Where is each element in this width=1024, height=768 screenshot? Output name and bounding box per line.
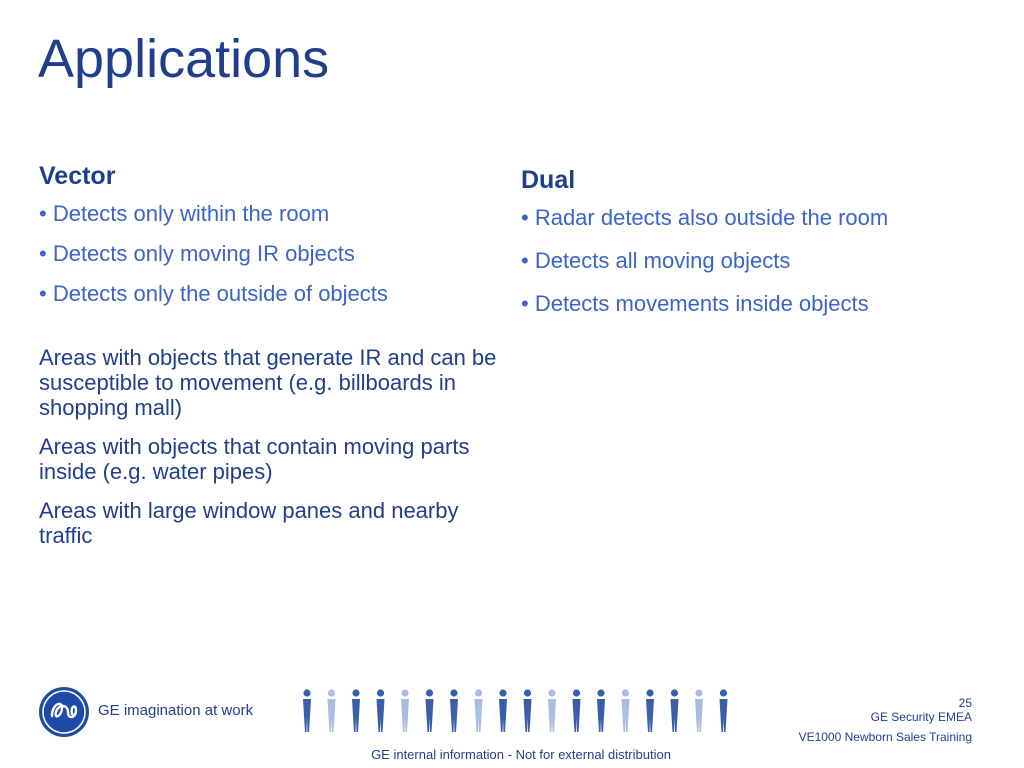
vector-column	[39, 162, 509, 562]
dual-bullet: • Detects all moving objects	[521, 248, 791, 273]
footer-tagline: GE imagination at work	[98, 702, 254, 719]
dual-bullets	[521, 205, 1001, 317]
dual-bullet: • Radar detects also outside the room	[521, 205, 889, 230]
vector-area-item: Areas with objects that generate IR and can be susceptible to movement (e.g. billboards in shopping mall)	[39, 345, 497, 420]
person-silhouette-icon	[401, 689, 409, 732]
vector-area-item: Areas with large window panes and nearby traffic	[39, 498, 459, 548]
dual-column	[521, 166, 1001, 334]
people-silhouettes-banner	[296, 688, 736, 734]
ge-monogram-logo	[38, 686, 90, 738]
person-silhouette-icon	[597, 689, 605, 732]
vector-areas	[39, 345, 509, 548]
person-silhouette-icon	[450, 689, 458, 732]
person-silhouette-icon	[622, 689, 630, 732]
person-silhouette-icon	[646, 689, 654, 732]
person-silhouette-icon	[695, 689, 703, 732]
person-silhouette-icon	[377, 689, 385, 732]
person-silhouette-icon	[352, 689, 360, 732]
person-silhouette-icon	[720, 689, 728, 732]
person-silhouette-icon	[475, 689, 483, 732]
vector-area-item: Areas with objects that contain moving parts inside (e.g. water pipes)	[39, 434, 470, 484]
footer-course: VE1000 Newborn Sales Training	[798, 730, 972, 744]
person-silhouette-icon	[499, 689, 507, 732]
slide-title: Applications	[38, 29, 330, 89]
person-silhouette-icon	[671, 689, 679, 732]
person-silhouette-icon	[328, 689, 336, 732]
vector-heading: Vector	[39, 162, 116, 190]
dual-heading: Dual	[521, 166, 576, 194]
vector-bullet: • Detects only moving IR objects	[39, 241, 355, 266]
vector-bullets	[39, 201, 509, 307]
vector-bullet: • Detects only within the room	[39, 201, 330, 226]
person-silhouette-icon	[524, 689, 532, 732]
page-number: 25	[958, 696, 972, 710]
footer-organization: GE Security EMEA	[870, 710, 972, 724]
person-silhouette-icon	[426, 689, 434, 732]
vector-bullet: • Detects only the outside of objects	[39, 281, 388, 306]
person-silhouette-icon	[303, 689, 311, 732]
dual-bullet: • Detects movements inside objects	[521, 291, 869, 316]
person-silhouette-icon	[573, 689, 581, 732]
person-silhouette-icon	[548, 689, 556, 732]
distribution-notice: GE internal information - Not for external distribution	[371, 747, 671, 762]
